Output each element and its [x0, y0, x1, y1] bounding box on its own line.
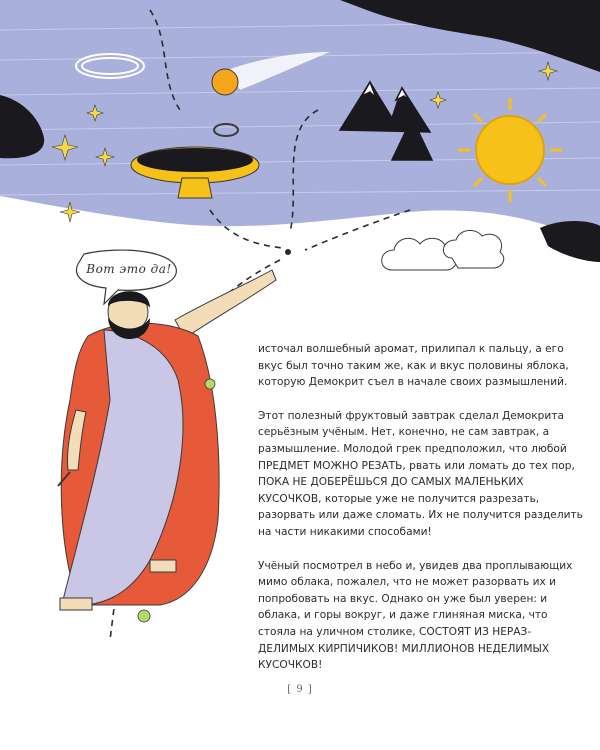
democritus-figure — [58, 270, 276, 610]
apple-piece-icon — [138, 610, 150, 622]
paragraph: источал волшебный аромат, прилипал к пальцу, а его вкус был точно таким же, как и вкус половины яблока, которую Демокрит съел в начале своих размышлений. — [258, 343, 569, 389]
paragraph: Учёный посмотрел в небо и, увидев два проплывающих мимо облака, пожалел, что не может разорвать их и попробовать на вкус. Однако он уже был уверен: и облака, и горы вокруг, и даже глиняная миска, что стояла на уличном столике, СОСТОЯТ ИЗ НЕРАЗДЕЛИМЫХ КИРПИЧИКОВ! МИЛЛИОНОВ НЕДЕЛИМЫХ КУСОЧКОВ! — [258, 559, 573, 672]
clouds-icon — [382, 230, 504, 270]
atom-dot — [285, 249, 291, 255]
page-number: [ 9 ] — [287, 684, 313, 695]
night-sky-patch-right — [540, 221, 600, 262]
paragraph: Этот полезный фруктовый завтрак сделал Демокрита серьёзным учёным. Нет, конечно, не сам завтрак, а размышление. Молодой грек предположил, что любой ПРЕДМЕТ МОЖНО РЕЗАТЬ, рвать или ломать до тех пор, ПОКА НЕ ДОБЕРЁШЬСЯ ДО САМЫХ МАЛЕНЬКИХ КУСОЧКОВ, которые уже не получится разрезать, разорвать или даже сломать. Их не получится разделить на части никакими способами! — [258, 409, 583, 538]
body-text — [258, 341, 583, 691]
speech-bubble-text: Вот это да! — [86, 262, 172, 276]
apple-piece-icon — [205, 379, 215, 389]
